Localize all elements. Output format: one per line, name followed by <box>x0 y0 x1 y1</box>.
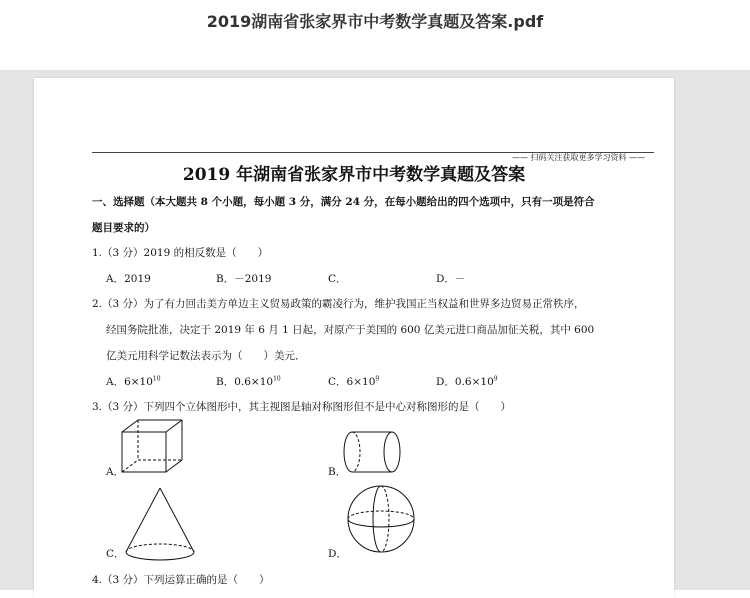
document-title: 2019 年湖南省张家界市中考数学真题及答案 <box>182 165 526 185</box>
q2-option-d-exp: 9 <box>493 375 498 383</box>
cylinder-figure <box>342 430 404 474</box>
q2-option-b-exp: 10 <box>273 375 281 383</box>
cube-figure <box>120 418 186 474</box>
section-heading-line1: 一、选择题（本大题共 8 个小题，每小题 3 分，满分 24 分，在每小题给出的四个选项中，只有一项是符合 <box>92 196 595 208</box>
cone-figure <box>122 486 198 564</box>
q1-option-c: C． <box>328 273 347 285</box>
q2-option-c-exp: 9 <box>375 375 380 383</box>
q2-option-a-base: A．6×10 <box>106 376 153 388</box>
q2-option-a-exp: 10 <box>152 375 161 383</box>
q2-option-d-base: D．0.6×10 <box>436 376 494 388</box>
qr-note: —— 扫码关注获取更多学习资料 —— <box>512 153 646 162</box>
q2-option-b <box>216 374 281 389</box>
q3-option-a: A． <box>106 466 125 478</box>
q3-option-b: B． <box>328 466 347 478</box>
q2-line3: 亿美元用科学记数法表示为（ ）美元． <box>106 350 306 362</box>
q2-option-b-base: B．0.6×10 <box>216 376 274 388</box>
pdf-page <box>34 78 674 598</box>
q4-stem: 4.（3 分）下列运算正确的是（ ） <box>92 574 270 586</box>
q3-stem: 3.（3 分）下列四个立体图形中，其主视图是轴对称图形但不是中心对称图形的是（ ） <box>92 401 512 413</box>
q3-option-d: D． <box>328 548 347 560</box>
q1-option-b: B．－2019 <box>216 273 272 285</box>
q3-option-c: C． <box>106 548 125 560</box>
section-heading-line2: 题目要求的） <box>92 222 155 234</box>
q2-option-d <box>436 374 498 389</box>
q2-option-a <box>106 374 161 389</box>
q1-option-a: A．2019 <box>106 273 151 285</box>
pdf-viewer[interactable] <box>0 70 750 590</box>
q2-option-c <box>328 374 379 389</box>
q2-line2: 经国务院批准，决定于 2019 年 6 月 1 日起，对原产于美国的 600 亿美元进口商品加征关税，其中 600 <box>106 324 595 336</box>
q1-stem: 1.（3 分）2019 的相反数是（ ） <box>92 247 269 259</box>
file-title: 2019湖南省张家界市中考数学真题及答案.pdf <box>206 12 544 31</box>
q2-line1: 2.（3 分）为了有力回击美方单边主义贸易政策的霸凌行为，维护我国正当权益和世界多边贸易正常秩序， <box>92 298 585 310</box>
q1-option-d: D．－ <box>436 273 466 285</box>
document-header <box>0 0 750 70</box>
q2-option-c-base: C．6×10 <box>328 376 376 388</box>
sphere-figure <box>346 484 416 554</box>
